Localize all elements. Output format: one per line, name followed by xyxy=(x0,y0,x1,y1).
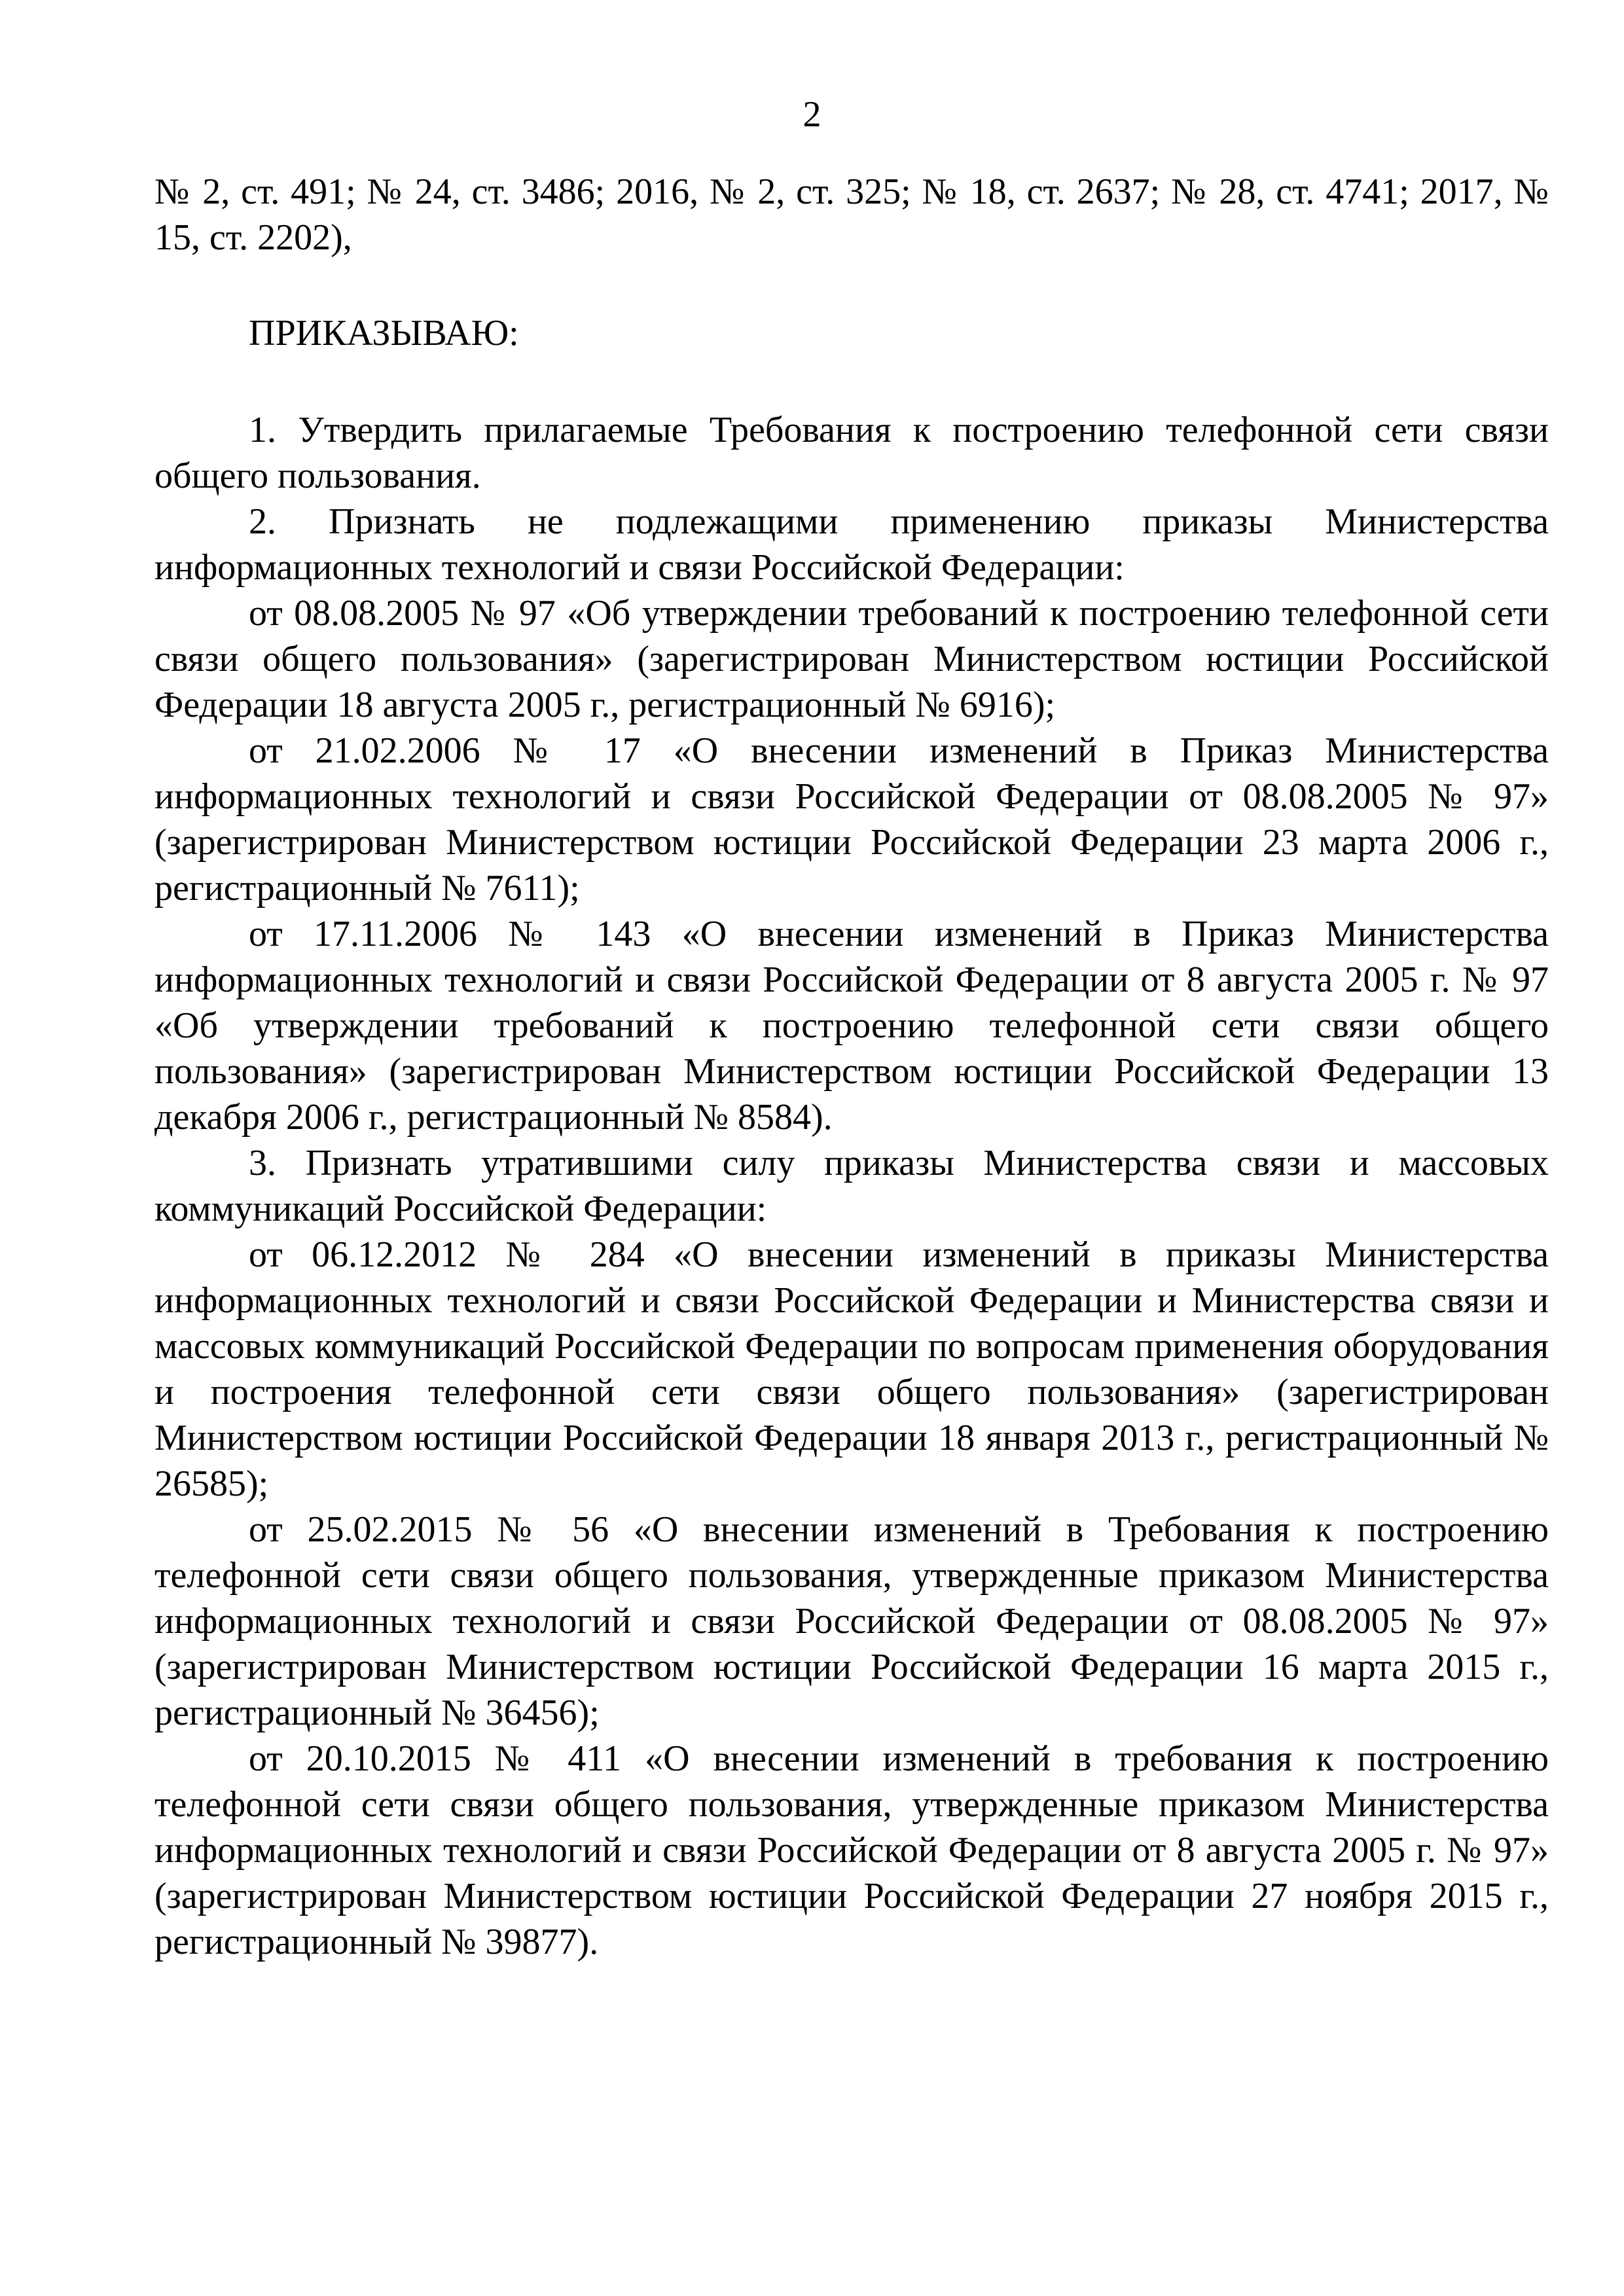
order-item-2006-143: от 17.11.2006 № 143 «О внесении изменений в Приказ Министерства информационных технологий и связи Российской Федерации от 8 августа 2005 г. № 97 «Об утверждении требований к построению телефонной сети связи общего пользования» (зарегистрирован Министерством юстиции Российской Федерации 13 декабря 2006 г., регистрационный № 8584). xyxy=(154,914,1549,1138)
order-item-2015-56: от 25.02.2015 № 56 «О внесении изменений в Требования к построению телефонной сети связи общего пользования, утвержденные приказом Министерства информационных технологий и связи Российской Федерации от 08.08.2005 № 97» (зарегистрирован Министерством юстиции Российской Федерации 16 марта 2015 г., регистрационный № 36456); xyxy=(154,1509,1549,1733)
document-body xyxy=(154,169,1549,1965)
order-item-2005-97: от 08.08.2005 № 97 «Об утверждении требований к построению телефонной сети связи общего пользования» (зарегистрирован Министерством юстиции Российской Федерации 18 августа 2005 г., регистрационный № 6916); xyxy=(154,593,1549,725)
order-item-2015-411: от 20.10.2015 № 411 «О внесении изменений в требования к построению телефонной сети связи общего пользования, утвержденные приказом Министерства информационных технологий и связи Российской Федерации от 8 августа 2005 г. № 97» (зарегистрирован Министерством юстиции Российской Федерации 27 ноября 2015 г., регистрационный № 39877). xyxy=(154,1738,1549,1962)
order-item-2006-17: от 21.02.2006 № 17 «О внесении изменений в Приказ Министерства информационных технологий и связи Российской Федерации от 08.08.2005 № 97» (зарегистрирован Министерством юстиции Российской Федерации 23 марта 2006 г., регистрационный № 7611); xyxy=(154,730,1549,908)
intro-paragraph: № 2, ст. 491; № 24, ст. 3486; 2016, № 2, ст. 325; № 18, ст. 2637; № 28, ст. 4741; 2017, № 15, ст. 2202), xyxy=(154,171,1549,258)
paragraph-not-applicable: 2. Признать не подлежащими применению приказы Министерства информационных технологий и связи Российской Федерации: xyxy=(154,501,1549,588)
order-heading: ПРИКАЗЫВАЮ: xyxy=(249,313,519,353)
paragraph-invalidate: 3. Признать утратившими силу приказы Министерства связи и массовых коммуникаций Российской Федерации: xyxy=(154,1143,1549,1229)
paragraph-approve: 1. Утвердить прилагаемые Требования к построению телефонной сети связи общего пользования. xyxy=(154,410,1549,496)
order-item-2012-284: от 06.12.2012 № 284 «О внесении изменений в приказы Министерства информационных технологий и связи Российской Федерации и Министерства связи и массовых коммуникаций Российской Федерации по вопросам применения оборудования и построения телефонной сети связи общего пользования» (зарегистрирован Министерством юстиции Российской Федерации 18 января 2013 г., регистрационный № 26585); xyxy=(154,1234,1549,1504)
page-number: 2 xyxy=(803,94,821,135)
